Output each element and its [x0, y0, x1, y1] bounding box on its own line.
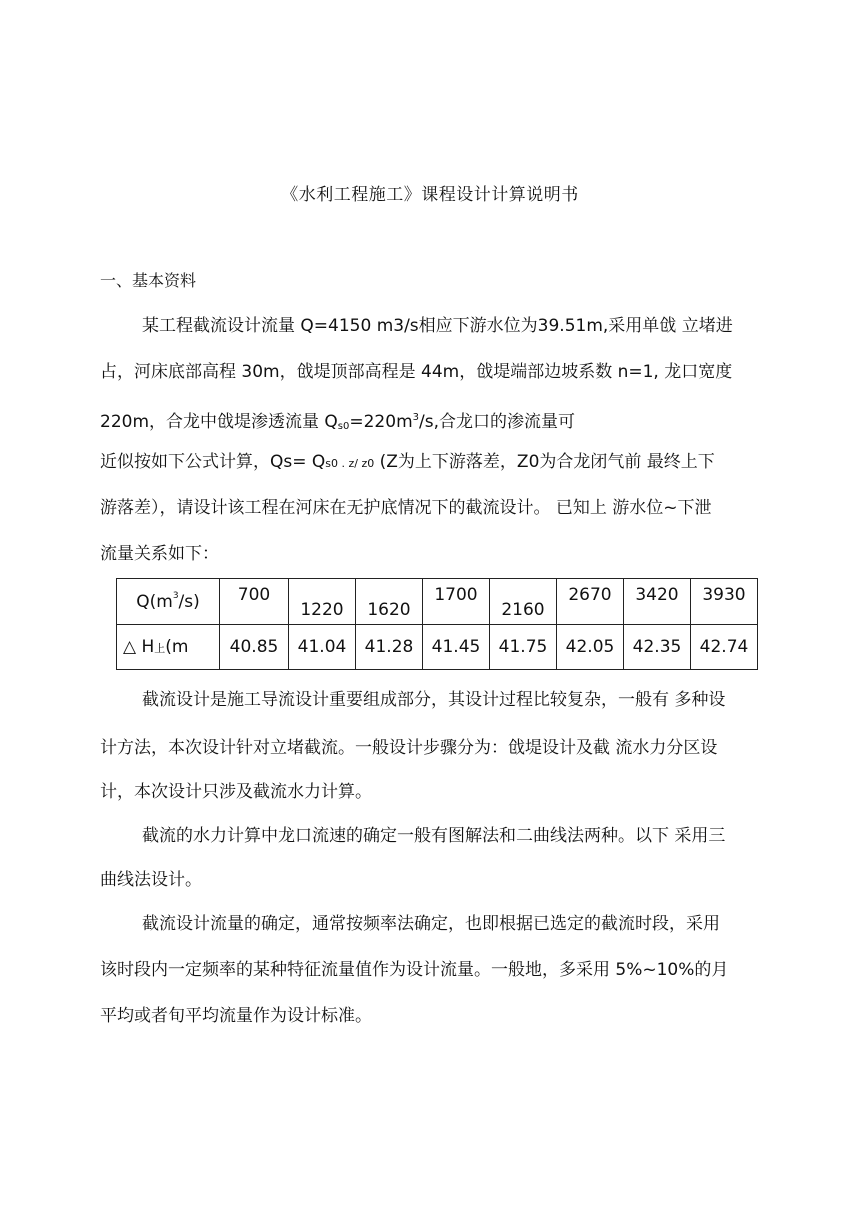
paragraph-4-line-2: 该时段内一定频率的某种特征流量值作为设计流量。一般地，多采用 5%~10%的月	[100, 960, 729, 980]
table-cell: 40.85	[220, 625, 289, 670]
paragraph-2-line-2: 计方法，本次设计针对立堵截流。一般设计步骤分为：戗堤设计及截 流水力分区设	[100, 738, 718, 758]
cell-text: 1700	[434, 584, 478, 605]
paragraph-4-line-1: 截流设计流量的确定，通常按频率法确定，也即根据已选定的截流时段，采用	[142, 914, 720, 934]
table-cell: 41.75	[490, 625, 557, 670]
paragraph-3-line-1: 截流的水力计算中龙口流速的确定一般有图解法和二曲线法两种。以下 采用三	[142, 826, 726, 846]
table-cell	[289, 579, 356, 625]
formula-subscript: s0 . z/ z0	[325, 457, 375, 470]
document-title: 《水利工程施工》课程设计计算说明书	[281, 185, 579, 205]
table-row-water-level	[117, 625, 758, 670]
subscript: 上	[154, 642, 166, 655]
text-run: Q(m	[136, 592, 173, 612]
table-cell: 41.28	[356, 625, 423, 670]
cell-text: 2670	[568, 584, 612, 605]
paragraph-2-line-1: 截流设计是施工导流设计重要组成部分，其设计过程比较复杂，一般有 多种设	[142, 690, 726, 710]
table-cell	[691, 579, 758, 625]
paragraph-3-line-2: 曲线法设计。	[100, 870, 202, 890]
cell-text: 3930	[702, 584, 746, 605]
subscript: s0	[337, 421, 350, 432]
paragraph-1-line-1: 某工程截流设计流量 Q=4150 m3/s相应下游水位为39.51m,采用单戗 立堵进	[142, 316, 733, 336]
paragraph-1-line-4	[100, 452, 768, 474]
table-cell	[624, 579, 691, 625]
table-cell: 42.74	[691, 625, 758, 670]
cell-text: 1220	[300, 599, 344, 620]
text-run: 220m，合龙中戗堤渗透流量 Q	[100, 412, 338, 432]
table-cell	[423, 579, 490, 625]
paragraph-4-line-3: 平均或者旬平均流量作为设计标准。	[100, 1006, 372, 1026]
paragraph-1-line-5: 游落差），请设计该工程在河床在无护底情况下的截流设计。 已知上 游水位~下泄	[100, 498, 712, 518]
table-cell: 41.45	[423, 625, 490, 670]
section-heading: 一、基本资料	[100, 271, 197, 290]
table-cell: 42.05	[557, 625, 624, 670]
text-run: (Z为上下游落差，Z0为合龙闭气前 最终上下	[374, 452, 715, 472]
row-header-q	[117, 579, 220, 625]
text-run: △ H	[123, 637, 155, 657]
text-run: 近似按如下公式计算，Qs= Q	[100, 452, 326, 472]
text-run: /s,合龙口的渗流量可	[419, 412, 576, 432]
text-run: /s)	[178, 592, 200, 612]
cell-text: 700	[237, 584, 271, 605]
text-run: =220m	[349, 412, 413, 432]
paragraph-1-line-3	[100, 408, 768, 437]
table-cell	[490, 579, 557, 625]
row-header-h	[117, 625, 220, 670]
table-cell: 41.04	[289, 625, 356, 670]
table-cell	[557, 579, 624, 625]
cell-text: 2160	[501, 599, 545, 620]
table-cell	[220, 579, 289, 625]
stage-discharge-table	[116, 578, 758, 670]
superscript: 3	[172, 591, 179, 601]
table-row-discharge	[117, 579, 758, 625]
superscript: 3	[412, 412, 420, 423]
cell-text: 3420	[635, 584, 679, 605]
paragraph-1-line-2: 占，河床底部高程 30m，戗堤顶部高程是 44m，戗堤端部边坡系数 n=1, 龙口宽度	[100, 362, 733, 382]
paragraph-1-line-6: 流量关系如下：	[100, 544, 219, 564]
text-run: (m	[165, 637, 189, 657]
table-cell	[356, 579, 423, 625]
table-cell: 42.35	[624, 625, 691, 670]
paragraph-2-line-3: 计，本次设计只涉及截流水力计算。	[100, 782, 372, 802]
cell-text: 1620	[367, 599, 411, 620]
